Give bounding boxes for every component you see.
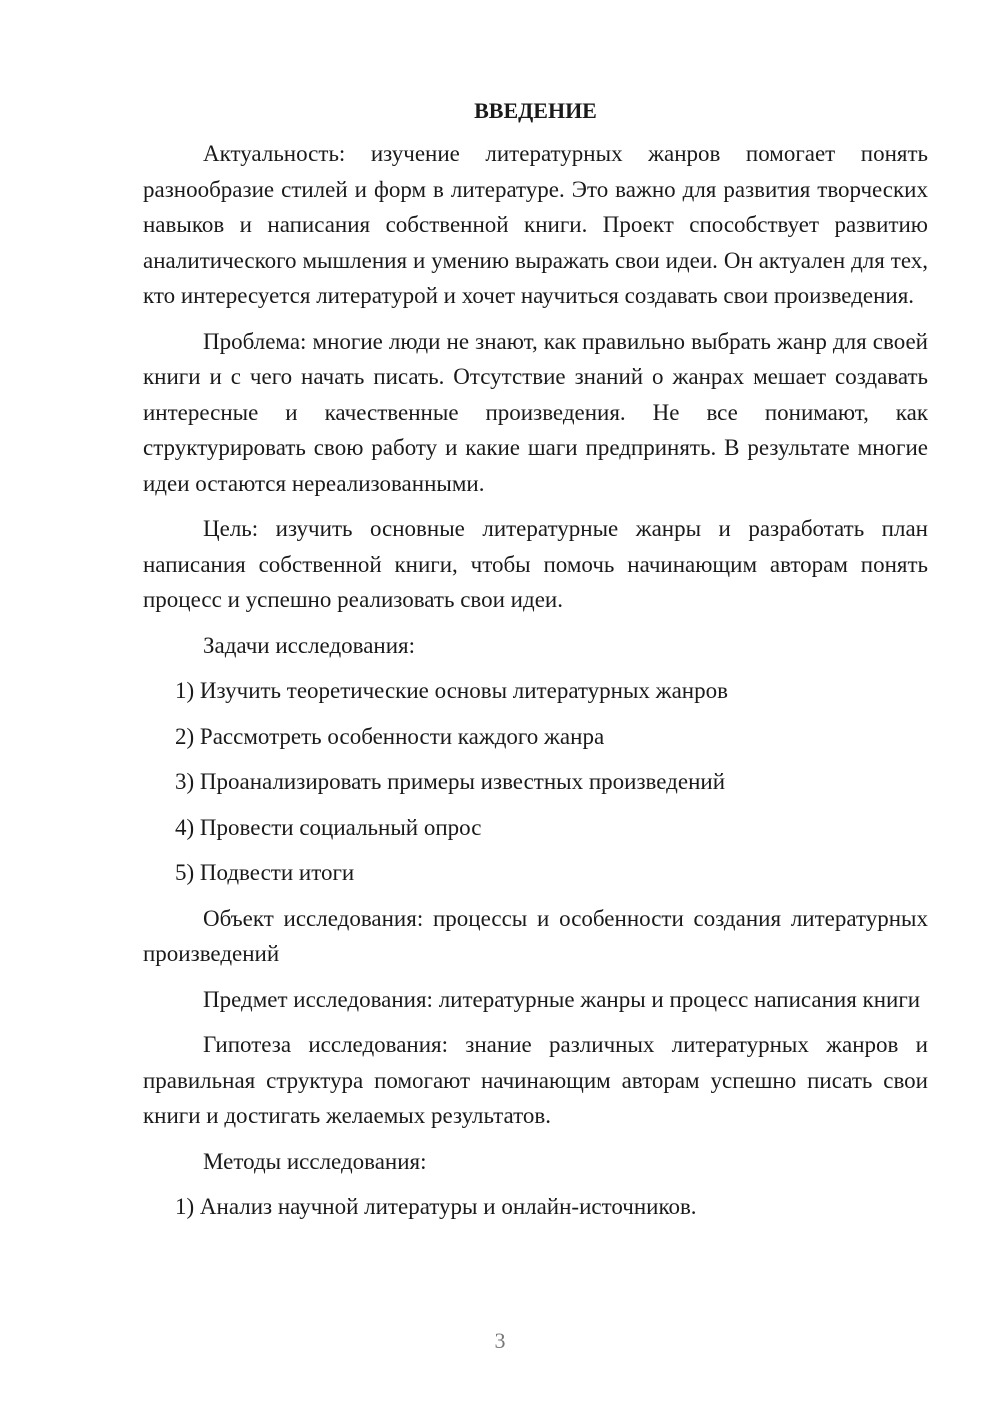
goal-paragraph: Цель: изучить основные литературные жанры и разработать план написания собственной книги, чтобы помочь начинающим авторам понять процесс и успешно реализовать свои идеи. [143, 516, 928, 612]
tasks-list [143, 673, 928, 891]
relevance-paragraph: Актуальность: изучение литературных жанров помогает понять разнообразие стилей и форм в литературе. Это важно для развития творческих навыков и написания собственной книги. Проект способствует развитию аналитического мышления и умению выражать свои идеи. Он актуален для тех, кто интересуется литературой и хочет научиться создавать свои произведения. [143, 141, 928, 308]
problem-paragraph: Проблема: многие люди не знают, как правильно выбрать жанр для своей книги и с чего начать писать. Отсутствие знаний о жанрах мешает создавать интересные и качественные произведения. Не все понимают, как структурировать свою работу и какие шаги предпринять. В результате многие идеи остаются нереализованными. [143, 328, 928, 496]
methods-heading: Методы исследования: [203, 1148, 427, 1174]
list-item: 1) Анализ научной литературы и онлайн-источников. [175, 1194, 697, 1219]
subject-paragraph: Предмет исследования: литературные жанры и процесс написания книги [203, 986, 921, 1012]
methods-list [143, 1189, 928, 1225]
list-item: 3) Проанализировать примеры известных произведений [175, 769, 726, 794]
list-item: 1) Изучить теоретические основы литературных жанров [175, 678, 728, 703]
tasks-heading: Задачи исследования: [203, 632, 416, 658]
list-item: 5) Подвести итоги [175, 860, 355, 885]
document-page [143, 96, 928, 1235]
list-item: 4) Провести социальный опрос [175, 814, 482, 840]
hypothesis-paragraph: Гипотеза исследования: знание различных литературных жанров и правильная структура помогают начинающим авторам успешно писать свои книги и достигать желаемых результатов. [143, 1032, 928, 1128]
list-item: 2) Рассмотреть особенности каждого жанра [175, 723, 605, 749]
page-number: 3 [494, 1328, 506, 1353]
object-paragraph: Объект исследования: процессы и особенности создания литературных произведений [143, 905, 928, 966]
section-title: ВВЕДЕНИЕ [474, 98, 597, 123]
